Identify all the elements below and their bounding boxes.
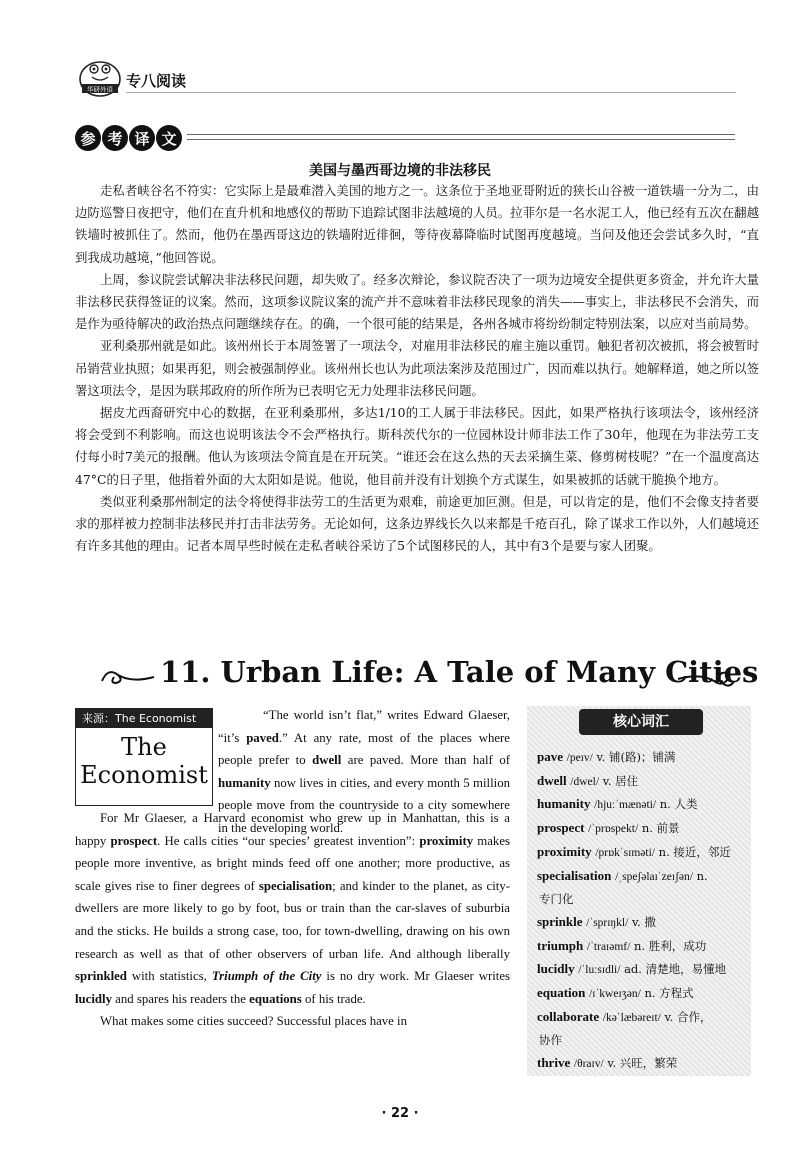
source-tag: 来源：The Economist [76,709,212,728]
vocab-item [537,793,747,817]
keyword: sprinkled [75,969,127,984]
vocab-word: proximity [537,843,592,859]
translation-paragraph: 据皮尤西裔研究中心的数据，在亚利桑那州，多达1/10的工人属于非法移民。因此，如果严格执行该项法令，该州经济将会受到不利影响。而这也说明该法令不会严格执行。斯科茨代尔的一位园林设计师非法工作了30年，他现在为非法劳工支付每小时7美元的报酬。他认为该项法令简直是在开玩笑。“谁还会在这么热的天去采摘生菜、修剪树枝呢？”在一个温度高达47°C的日子里，他指着外面的大太阳如是说。他说，他目前并没有计划换个方式谋生，如果被抓的话就干脆换个地方。 [75,405,759,487]
header-title: 专八阅读 [126,72,187,90]
vocab-pronunciation: /dwel/ [570,775,600,788]
keyword: humanity [218,775,271,790]
vocab-item [537,817,747,841]
vocab-item [537,911,747,935]
vocab-pronunciation: /ˈsprɪŋkl/ [586,916,629,929]
header-divider [126,92,736,93]
source-box [75,708,213,806]
vocab-pronunciation: /ˈluːsɪdli/ [578,964,621,977]
keyword: proximity [419,833,474,848]
book-title: Triumph of the City [211,969,322,984]
vocab-item [537,1029,747,1052]
vocab-word: triumph [537,937,584,953]
vocab-item [537,1052,747,1076]
vocab-pronunciation: /kəˈlæbəreɪt/ [602,1011,661,1024]
right-swirl-icon [676,665,736,695]
vocab-pronunciation: /ˈprɒspekt/ [588,823,639,836]
vocab-definition: n. 接近，邻近 [658,844,731,859]
section-badge: 文 [156,125,182,151]
vocab-item [537,982,747,1006]
article-paragraph: For Mr Glaeser, a Harvard economist who grew up in Manhattan, this is a happy prospect. He calls cities “our species’ greatest invention”: proximity makes people more inventive, as bright minds feed off one another; more productive, as scale gives rise to finer degrees of specialisation; and kinder to the planet, as city-dwellers are more likely to go by foot, bus or train than the car-slaves of suburbia and the sticks. He builds a strong case, too, for town-dwelling, drawing on his own research as well as that of other observers of urban life. And although liberally sprinkled with statistics, Triumph of the City is no dry work. Mr Glaeser writes lucidly and spares his readers the equations of his trade. [75,811,511,1006]
translation-title: 美国与墨西哥边境的非法移民 [309,163,491,179]
article-title: 11. Urban Life: A Tale of Many Cities [160,655,759,689]
vocab-word: lucidly [537,961,575,977]
article-title-block [98,655,759,699]
vocab-definition: n. 人类 [659,797,698,812]
frog-logo-icon [78,58,122,98]
vocab-definition: 协作 [539,1033,562,1048]
translation-paragraph: 走私者峡谷名不符实：它实际上是最难潜入美国的地方之一。这条位于圣地亚哥附近的狭长山谷被一道铁墙一分为二，由边防巡警日夜把守，他们在直升机和地感仪的帮助下追踪试图非法越境的人员。拉菲尔是一名水泥工人，他已经有五次在翻越铁墙时被抓住了。然而，他仍在墨西哥这边的铁墙附近徘徊，等待夜幕降临时试图再度越境。当问及他还会尝试多久时，“直到我成功越境，”他回答说。 [75,183,759,265]
vocab-pronunciation: /θraɪv/ [573,1058,604,1071]
keyword: specialisation [258,878,333,893]
vocab-definition: v. 兴旺，繁荣 [607,1056,678,1071]
page-number: · 22 · [381,1106,419,1121]
vocab-definition: 专门化 [539,892,574,907]
translation-paragraph: 类似亚利桑那州制定的法令将使得非法劳工的生活更为艰难，前途更加叵测。但是，可以肯定的是，他们不会像支持者要求的那样被力控制非法移民并打击非法劳务。无论如何，这条边界线长久以来都是千疮百孔，除了谋求工作以外，人们越境还有许多其他的理由。记者本周早些时候在走私者峡谷采访了5个试图移民的人，其中有3个是要与家人团聚。 [75,493,759,554]
translation-paragraph: 上周，参议院尝试解决非法移民问题，却失败了。经多次辩论，参议院否决了一项为边境安全提供更多资金，并允许大量非法移民获得签证的议案。然而，这项参议院议案的流产并不意味着非法移民现象的消失——事实上，非法移民不会消失，而是作为亟待解决的政治热点问题继续存在。的确，一个很可能的结果是，各州各城市将纷纷制定特别法案，以应对当前局势。 [75,271,759,332]
vocab-item [537,935,747,959]
vocab-definition: ad. 清楚地，易懂地 [624,962,727,977]
vocab-item [537,770,747,794]
keyword: equations [249,991,302,1006]
vocab-word: dwell [537,772,567,788]
vocab-definition: n. 方程式 [644,986,694,1001]
vocab-word: collaborate [537,1008,600,1024]
vocab-word: humanity [537,796,591,812]
vocab-definition: v. 合作， [664,1009,712,1024]
page-header [78,58,738,98]
vocab-definition: v. 居住 [602,773,639,788]
vocab-definition: n. 胜利，成功 [633,938,707,953]
keyword: lucidly [75,991,112,1006]
vocab-title: 核心词汇 [579,709,703,735]
p1-tail: now lives in cities, and every month 5 million people move from the countryside to a city somewhere in the developing world. [218,775,510,835]
keyword: dwell [312,753,342,768]
vocab-item [537,746,747,770]
vocab-item [537,888,747,911]
vocab-item [537,1006,747,1030]
vocab-definition: v. 铺(路)；铺满 [596,750,676,764]
vocab-item [537,865,747,889]
vocab-pronunciation: /prɒkˈsɪməti/ [595,846,655,859]
translation-body [75,180,759,557]
vocab-definition: n. 前景 [641,821,680,836]
vocab-word: sprinkle [537,913,583,929]
vocab-pronunciation: /peɪv/ [566,752,593,764]
vocab-definition: n. [696,868,708,883]
vocab-pronunciation: /hjuːˈmænəti/ [594,799,657,812]
vocab-box [527,706,751,1076]
article-paragraph: What makes some cities succeed? Successful places have in [100,1014,408,1029]
left-swirl-icon [98,661,156,691]
logo-text: 华研外语 [87,85,113,94]
translation-paragraph: 亚利桑那州就是如此。该州州长于本周签署了一项法令，对雇用非法移民的雇主施以重罚。触犯者初次被抓，将会被暂时吊销营业执照；如果再犯，则会被强制停业。该州州长也认为此项法案涉及范围过广，因而难以执行。她解释道，她之所以签署这项法令，是因为联邦政府的所作所为已表明它无力处理非法移民问题。 [75,338,759,398]
vocab-definition: v. 撒 [631,914,656,929]
vocab-word: equation [537,985,586,1001]
article-paragraph: “The world isn’t flat,” writes Edward Glaeser, “it’s paved.” At any rate, most of the places where people prefer to dwell are paved. More than half of humanity now lives in cities, and every month 5 million people move from the countryside to a city somewhere in the developing world. [218,708,510,835]
vocab-pronunciation: /ˌspeʃəlaɪˈzeɪʃən/ [615,870,693,883]
vocab-pronunciation: /ɪˈkweɪʒən/ [589,988,641,1001]
vocab-word: pave [537,749,563,764]
source-name [76,728,212,789]
vocab-item [537,841,747,865]
vocab-list [537,746,747,1076]
section-badge: 考 [102,125,128,151]
vocab-item [537,958,747,982]
source-name-line2: Economist [80,761,208,789]
vocab-word: thrive [537,1055,571,1071]
keyword: prospect [110,833,158,848]
section-badge: 译 [129,125,155,151]
vocab-word: specialisation [537,867,612,883]
section-divider [187,134,735,135]
vocab-word: prospect [537,820,585,836]
section-heading [75,125,735,155]
section-divider [187,139,735,140]
source-name-line1: The [121,733,167,761]
section-badge: 参 [75,125,101,151]
vocab-pronunciation: /ˈtraɪəmf/ [586,940,631,953]
article-main [75,807,510,1033]
keyword: paved [246,730,279,745]
